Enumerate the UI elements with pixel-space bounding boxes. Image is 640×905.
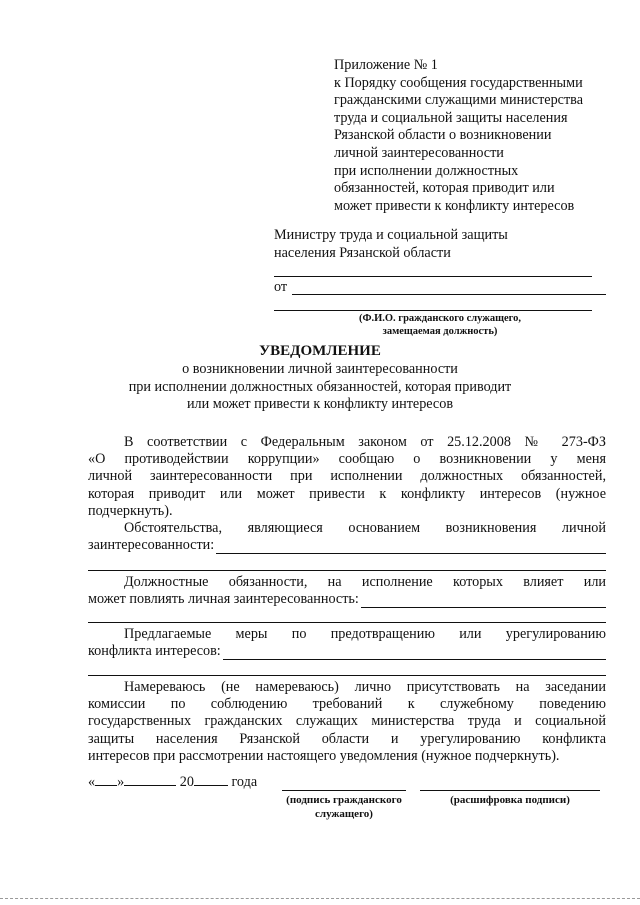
circumstances-blank-line[interactable] (216, 539, 606, 554)
annex-line: к Порядку сообщения государственными (334, 74, 583, 91)
quote-open: « (88, 774, 96, 790)
annex-line: труда и социальной защиты населения (334, 109, 568, 126)
paragraph-line: защиты населения Рязанской области и урегулированию конфликта (88, 730, 606, 747)
paragraph-measures (88, 626, 606, 660)
measures-blank-line[interactable] (223, 645, 606, 660)
addressee-caption (330, 312, 550, 338)
paragraph-line: заинтересованности: (88, 537, 215, 554)
signature-blank-line[interactable] (282, 790, 406, 791)
addressee-blank-line[interactable] (274, 276, 592, 277)
paragraph-line: Должностные обязанности, на исполнение которых влияет или (124, 574, 606, 590)
paragraph-line: Намереваюсь (не намереваюсь) лично присутствовать на заседании (124, 679, 606, 695)
addressee-block (274, 226, 614, 262)
year-blank[interactable] (194, 773, 228, 786)
decode-blank-line[interactable] (420, 790, 600, 791)
annex-line: Приложение № 1 (334, 57, 438, 73)
from-blank-line-2[interactable] (274, 310, 592, 311)
paragraph-circumstances (88, 520, 606, 554)
duties-blank-line[interactable] (361, 593, 606, 608)
subtitle-line: при исполнении должностных обязанностей, которая приводит (128, 378, 512, 395)
annex-line: Рязанской области о возникновении (334, 127, 552, 144)
paragraph-line: личной заинтересованности при исполнении должностных обязанностей, (88, 468, 606, 485)
paragraph-line: комиссии по соблюдению требований к служебному поведению (88, 696, 606, 713)
month-blank[interactable] (124, 773, 176, 786)
addressee-line: населения Рязанской области (274, 245, 451, 261)
paragraph-line: интересов при рассмотрении настоящего уведомления (нужное подчеркнуть). (88, 747, 560, 764)
paragraph-line: может повлиять личная заинтересованность: (88, 591, 359, 608)
day-blank[interactable] (95, 773, 117, 786)
page-edge-divider (0, 898, 640, 899)
decode-caption: (расшифровка подписи) (450, 794, 570, 806)
year-prefix: 20 (179, 774, 194, 790)
annex-line: гражданскими служащими министерства (334, 92, 583, 109)
duties-blank-line-2[interactable] (88, 622, 606, 623)
year-suffix: года (231, 774, 258, 790)
paragraph-line: конфликта интересов: (88, 643, 221, 660)
date-field (88, 773, 278, 791)
signature-caption (276, 793, 412, 821)
addressee-line: Министру труда и социальной защиты (274, 227, 508, 243)
paragraph-line: государственных гражданских служащих министерства труда и социальной (88, 713, 606, 730)
measures-blank-line-2[interactable] (88, 675, 606, 676)
subtitle-line: о возникновении личной заинтересованности (182, 361, 458, 377)
caption-line: замещаемая должность) (382, 326, 498, 337)
caption-line: (подпись гражданского (286, 794, 402, 806)
paragraph-line: подчеркнуть). (88, 502, 173, 519)
caption-line: (Ф.И.О. гражданского служащего, (358, 313, 522, 324)
paragraph-line: Предлагаемые меры по предотвращению или урегулированию (124, 626, 606, 642)
annex-line: может привести к конфликту интересов (334, 197, 575, 214)
paragraph-line: Обстоятельства, являющиеся основанием возникновения личной (124, 520, 606, 536)
paragraph-attendance (88, 679, 606, 765)
paragraph-line: которая приводит или может привести к конфликту интересов (нужное (88, 485, 606, 502)
circumstances-blank-line-2[interactable] (88, 570, 606, 571)
annex-line: личной заинтересованности (334, 144, 504, 161)
paragraph-law-reference (88, 434, 606, 520)
from-label: от (274, 279, 288, 295)
caption-line: служащего) (315, 808, 373, 820)
subtitle-line: или может привести к конфликту интересов (186, 396, 454, 412)
document-title: УВЕДОМЛЕНИЕ (259, 343, 381, 359)
from-blank-line[interactable] (292, 294, 606, 295)
annex-line: при исполнении должностных (334, 162, 519, 179)
annex-block (334, 57, 624, 215)
paragraph-duties (88, 574, 606, 608)
annex-line: обязанностей, которая приводит или (334, 180, 555, 197)
paragraph-line: «О противодействии коррупции» сообщаю о возникновении у меня (88, 451, 606, 468)
document-subtitle (0, 361, 640, 414)
paragraph-line: В соответствии с Федеральным законом от 25.12.2008 № 273-ФЗ (124, 434, 606, 450)
quote-close: » (117, 774, 125, 790)
